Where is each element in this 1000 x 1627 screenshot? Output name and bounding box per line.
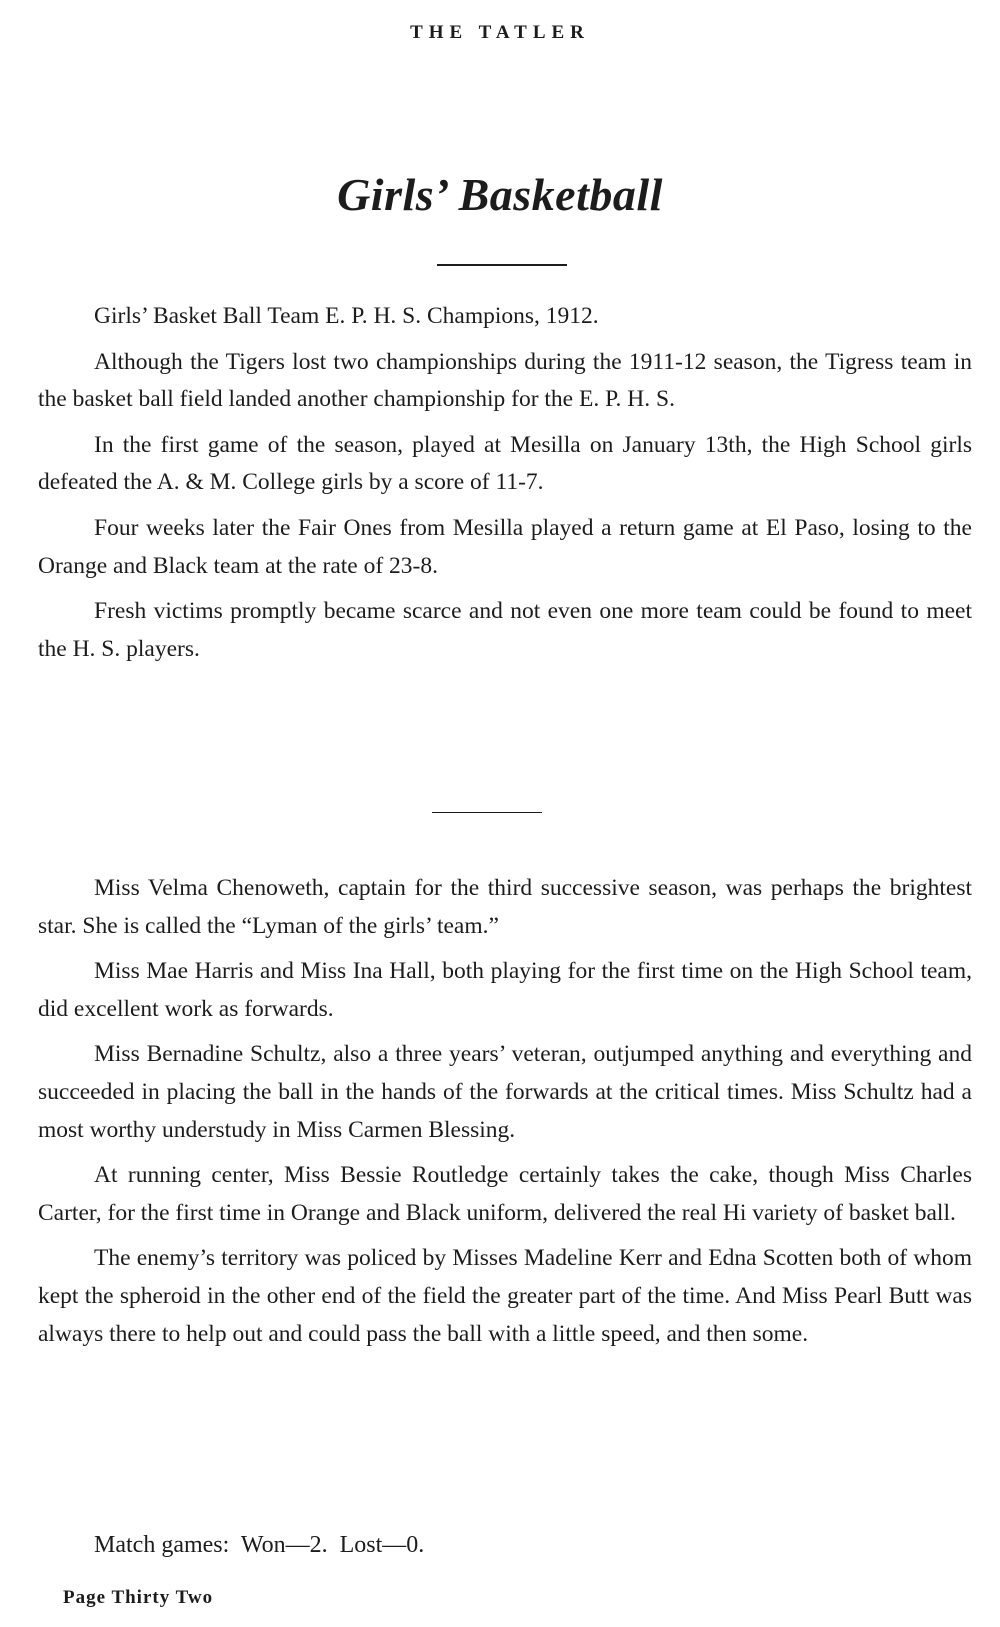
paragraph-running-center: At running center, Miss Bessie Routledge certainly takes the cake, though Miss Charles Carter, for the first time in Orange and Black uniform, delivered the real Hi variety of basket ball. bbox=[38, 1162, 972, 1226]
paragraph-return-game: Four weeks later the Fair Ones from Mesilla played a return game at El Paso, losing to the Orange and Black team at the rate of 23-8. bbox=[38, 514, 972, 579]
paragraph-team-champions: Girls’ Basket Ball Team E. P. H. S. Champions, 1912. bbox=[94, 303, 599, 329]
page-number: Page Thirty Two bbox=[63, 1587, 214, 1608]
paragraph-guards: The enemy’s territory was policed by Misses Madeline Kerr and Edna Scotten both of whom kept the spheroid in the other end of the field the greater part of the time. And Miss Pearl Butt was always there to help out and could pass the ball with a little speed, and then some. bbox=[38, 1245, 972, 1347]
paragraph-no-more-teams: Fresh victims promptly became scarce and not even one more team could be found to meet the H. S. players. bbox=[38, 598, 972, 662]
paragraph-jump-center: Miss Bernadine Schultz, also a three years’ veteran, outjumped anything and everything and succeeded in placing the ball in the hands of the forwards at the critical times. Miss Schultz had a most worthy understudy in Miss Carmen Blessing. bbox=[38, 1041, 972, 1143]
article-title: Girls’ Basketball bbox=[337, 169, 663, 220]
paragraph-captain: Miss Velma Chenoweth, captain for the third successive season, was perhaps the brightest star. She is called the “Lyman of the girls’ team.” bbox=[38, 875, 972, 939]
intro-section bbox=[38, 298, 972, 676]
paragraph-season-summary: Although the Tigers lost two championships during the 1911-12 season, the Tigress team in the basket ball field landed another championship for the E. P. H. S. bbox=[38, 348, 972, 413]
paragraph-forwards: Miss Mae Harris and Miss Ina Hall, both playing for the first time on the High School team, did excellent work as forwards. bbox=[38, 958, 972, 1022]
running-header: THE TATLER bbox=[410, 22, 590, 43]
section-divider bbox=[432, 812, 542, 813]
paragraph-first-game: In the first game of the season, played at Mesilla on January 13th, the High School girls defeated the A. & M. College girls by a score of 11-7. bbox=[38, 431, 972, 496]
players-section bbox=[38, 870, 972, 1361]
title-divider bbox=[437, 264, 567, 266]
match-record: Match games: Won—2. Lost—0. bbox=[94, 1532, 425, 1558]
